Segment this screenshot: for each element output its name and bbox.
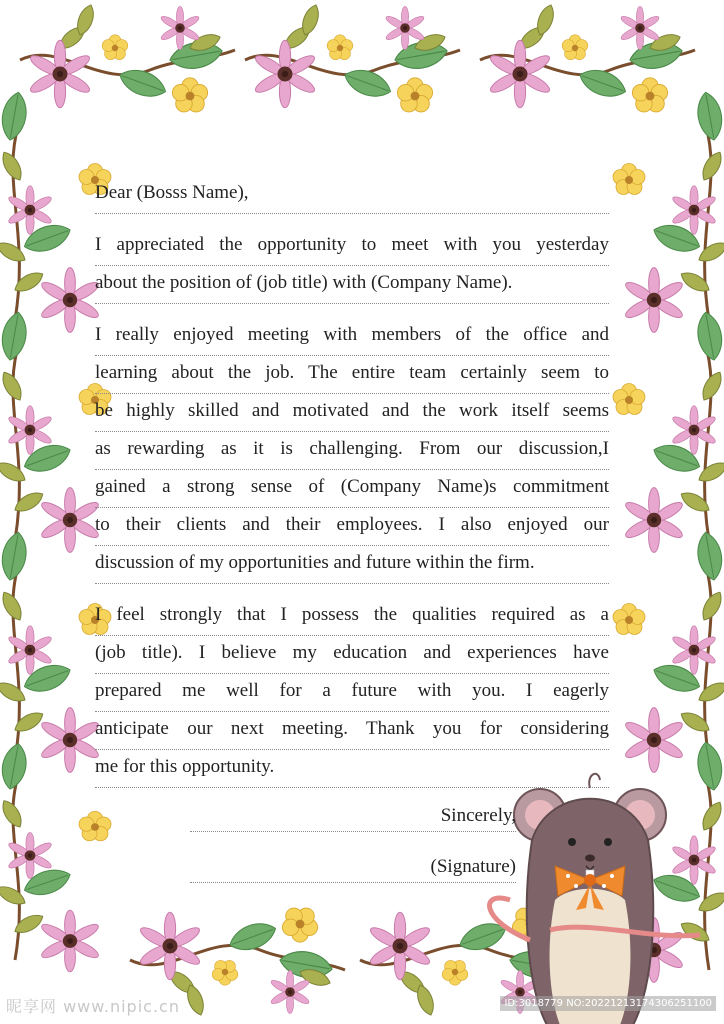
letter-line: be highly skilled and motivated and the work itself seems xyxy=(95,394,609,432)
letter-line: I appreciated the opportunity to meet with you yesterday xyxy=(95,228,609,266)
letter-line: I really enjoyed meeting with members of the office and xyxy=(95,318,609,356)
letter-line: about the position of (job title) with (Company Name). xyxy=(95,266,609,304)
watermark-id: ID:3018779 NO:20221213174306251100 xyxy=(500,996,716,1011)
letter-line: as rewarding as it is challenging. From our discussion,I xyxy=(95,432,609,470)
letter-line: gained a strong sense of (Company Name)s commitment xyxy=(95,470,609,508)
signature: (Signature) xyxy=(190,853,516,883)
letter-line: I feel strongly that I possess the qualities required as a xyxy=(95,598,609,636)
watermark-site: 昵享网 www.nipic.cn xyxy=(6,997,180,1016)
letter-line: me for this opportunity. xyxy=(95,750,609,788)
letter-line: prepared me well for a future with you. I eagerly xyxy=(95,674,609,712)
letter-body xyxy=(95,176,609,788)
letter-line: learning about the job. The entire team certainly seem to xyxy=(95,356,609,394)
letter-line: to their clients and their employees. I also enjoyed our xyxy=(95,508,609,546)
letter-line: (job title). I believe my education and experiences have xyxy=(95,636,609,674)
closing: Sincerely, xyxy=(190,802,516,832)
letter-line: discussion of my opportunities and future within the firm. xyxy=(95,546,609,584)
letter-line: anticipate our next meeting. Thank you for considering xyxy=(95,712,609,750)
greeting: Dear (Bosss Name), xyxy=(95,176,609,214)
